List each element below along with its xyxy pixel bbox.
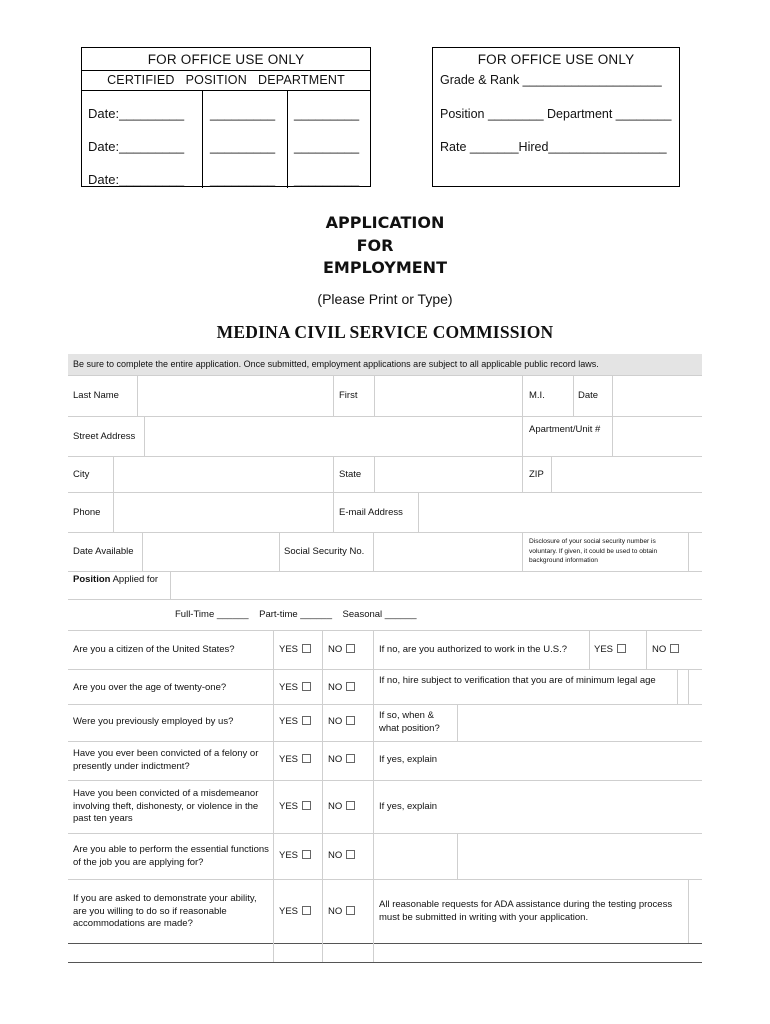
- phone-input[interactable]: [114, 493, 333, 532]
- email-input[interactable]: [419, 493, 702, 532]
- citizen-yes[interactable]: [279, 644, 311, 657]
- no-label: NO: [328, 716, 343, 727]
- phone-label: Phone: [73, 507, 101, 518]
- felony-no[interactable]: [328, 754, 355, 767]
- office-use-title-left: FOR OFFICE USE ONLY: [147, 52, 305, 67]
- question-demonstrate-ability: If you are asked to demonstrate your ability, are you willing to do so if reasonable accommodations are made?: [73, 893, 257, 929]
- office-use-box-right: [432, 47, 680, 187]
- felony-yes-checkbox[interactable]: [302, 754, 311, 763]
- position-applied-input[interactable]: [171, 572, 702, 599]
- demonstrate-ability-yes[interactable]: [279, 906, 311, 919]
- first-name-label: First: [339, 390, 358, 401]
- yes-label: YES: [279, 644, 299, 655]
- no-label: NO: [328, 906, 343, 917]
- authorized-yes[interactable]: [594, 644, 626, 657]
- zip-label: ZIP: [529, 469, 544, 480]
- title-employment: EMPLOYMENT: [323, 258, 447, 277]
- question-citizen: Are you a citizen of the United States?: [73, 644, 235, 655]
- rate-hired-field[interactable]: Rate _______Hired_________________: [440, 140, 667, 154]
- essential-functions-no[interactable]: [328, 850, 355, 863]
- question-misdemeanor: Have you been convicted of a misdemeanor involving theft, dishonesty, or violence in the past ten years: [73, 788, 259, 824]
- no-label: NO: [328, 801, 343, 812]
- age-no-checkbox[interactable]: [346, 682, 355, 691]
- ada-assistance-note: All reasonable requests for ADA assistance during the testing process must be submitted in writing with your application.: [379, 899, 673, 923]
- office-position-3[interactable]: _________: [210, 172, 276, 187]
- employment-type-options[interactable]: Full-Time ______ Part-time ______ Seasonal ______: [175, 609, 417, 620]
- city-label: City: [73, 469, 90, 480]
- print-instruction: (Please Print or Type): [317, 291, 453, 307]
- date-available-input[interactable]: [143, 533, 279, 571]
- previously-employed-yes-checkbox[interactable]: [302, 716, 311, 725]
- commission-name: MEDINA CIVIL SERVICE COMMISSION: [216, 322, 554, 342]
- previously-employed-no-checkbox[interactable]: [346, 716, 355, 725]
- question-age: Are you over the age of twenty-one?: [73, 682, 227, 693]
- demonstrate-ability-no-checkbox[interactable]: [346, 906, 355, 915]
- office-use-box-left: [81, 47, 371, 187]
- misdemeanor-yes-checkbox[interactable]: [302, 801, 311, 810]
- yes-label: YES: [279, 906, 299, 917]
- followup-authorized: If no, are you authorized to work in the U.S.?: [379, 644, 567, 655]
- state-input[interactable]: [375, 457, 522, 492]
- grade-rank-field[interactable]: Grade & Rank ____________________: [440, 73, 662, 87]
- yes-label: YES: [279, 801, 299, 812]
- yes-label: YES: [594, 644, 614, 655]
- office-position-2[interactable]: _________: [210, 139, 276, 154]
- last-name-input[interactable]: [138, 376, 333, 416]
- state-label: State: [339, 469, 362, 480]
- age-yes-checkbox[interactable]: [302, 682, 311, 691]
- no-label: NO: [652, 644, 667, 655]
- yes-label: YES: [279, 716, 299, 727]
- office-date-1[interactable]: Date:_________: [88, 106, 185, 121]
- position-rest-text: Applied for: [110, 574, 159, 585]
- followup-misdemeanor-explain[interactable]: If yes, explain: [379, 801, 438, 812]
- felony-yes[interactable]: [279, 754, 311, 767]
- date-label: Date: [578, 390, 599, 401]
- demonstrate-ability-no[interactable]: [328, 906, 355, 919]
- position-department-field[interactable]: Position ________ Department ________: [440, 107, 672, 121]
- followup-felony-explain[interactable]: If yes, explain: [379, 754, 438, 765]
- office-date-3[interactable]: Date:_________: [88, 172, 185, 187]
- date-input[interactable]: [613, 376, 702, 416]
- citizen-no-checkbox[interactable]: [346, 644, 355, 653]
- zip-input[interactable]: [552, 457, 702, 492]
- age-no[interactable]: [328, 682, 355, 695]
- no-label: NO: [328, 682, 343, 693]
- no-label: NO: [328, 754, 343, 765]
- office-use-title-right: FOR OFFICE USE ONLY: [477, 52, 635, 67]
- essential-functions-yes[interactable]: [279, 850, 311, 863]
- question-felony: Have you ever been convicted of a felony or presently under indictment?: [73, 748, 259, 772]
- authorized-no[interactable]: [652, 644, 679, 657]
- office-department-2[interactable]: _________: [294, 139, 360, 154]
- previously-employed-yes[interactable]: [279, 716, 311, 729]
- office-position-1[interactable]: _________: [210, 106, 276, 121]
- question-previously-employed: Were you previously employed by us?: [73, 716, 234, 727]
- title-for: FOR: [356, 236, 394, 255]
- yes-label: YES: [279, 754, 299, 765]
- yes-label: YES: [279, 850, 299, 861]
- title-application: APPLICATION: [325, 213, 445, 232]
- question-essential-functions: Are you able to perform the essential functions of the job you are applying for?: [73, 844, 269, 868]
- essential-functions-no-checkbox[interactable]: [346, 850, 355, 859]
- email-label: E-mail Address: [339, 507, 403, 518]
- city-input[interactable]: [114, 457, 333, 492]
- first-name-input[interactable]: [375, 376, 522, 416]
- authorized-no-checkbox[interactable]: [670, 644, 679, 653]
- office-department-3[interactable]: _________: [294, 172, 360, 187]
- position-applied-label: [73, 574, 165, 587]
- last-name-label: Last Name: [73, 390, 119, 401]
- misdemeanor-no[interactable]: [328, 801, 355, 814]
- street-address-label: Street Address: [73, 431, 136, 442]
- middle-initial-label: M.I.: [529, 390, 545, 401]
- office-department-1[interactable]: _________: [294, 106, 360, 121]
- felony-no-checkbox[interactable]: [346, 754, 355, 763]
- date-available-label: Date Available: [73, 546, 134, 557]
- when-position-input[interactable]: [458, 705, 702, 741]
- ssn-disclosure-note: Disclosure of your social security number is voluntary. If given, it could be used to obtain background information: [529, 538, 658, 565]
- authorized-yes-checkbox[interactable]: [617, 644, 626, 653]
- misdemeanor-yes[interactable]: [279, 801, 311, 814]
- followup-when-position: If so, when & what position?: [379, 710, 440, 734]
- no-label: NO: [328, 850, 343, 861]
- ssn-label: Social Security No.: [284, 546, 365, 557]
- apartment-unit-input[interactable]: [613, 417, 702, 456]
- no-label: NO: [328, 644, 343, 655]
- demonstrate-ability-yes-checkbox[interactable]: [302, 906, 311, 915]
- essential-functions-yes-checkbox[interactable]: [302, 850, 311, 859]
- office-columns-header: CERTIFIED POSITION DEPARTMENT: [107, 73, 345, 87]
- followup-age: If no, hire subject to verification that you are of minimum legal age: [379, 675, 656, 686]
- position-bold-text: Position: [73, 574, 111, 585]
- street-address-input[interactable]: [145, 417, 522, 456]
- office-date-2[interactable]: Date:_________: [88, 139, 185, 154]
- misdemeanor-no-checkbox[interactable]: [346, 801, 355, 810]
- ssn-input[interactable]: [374, 533, 522, 571]
- citizen-yes-checkbox[interactable]: [302, 644, 311, 653]
- age-yes[interactable]: [279, 682, 311, 695]
- apartment-unit-label: Apartment/Unit #: [529, 424, 601, 435]
- citizen-no[interactable]: [328, 644, 355, 657]
- public-record-notice: Be sure to complete the entire application. Once submitted, employment applications are subject to all applicable public record laws.: [73, 359, 599, 369]
- yes-label: YES: [279, 682, 299, 693]
- previously-employed-no[interactable]: [328, 716, 355, 729]
